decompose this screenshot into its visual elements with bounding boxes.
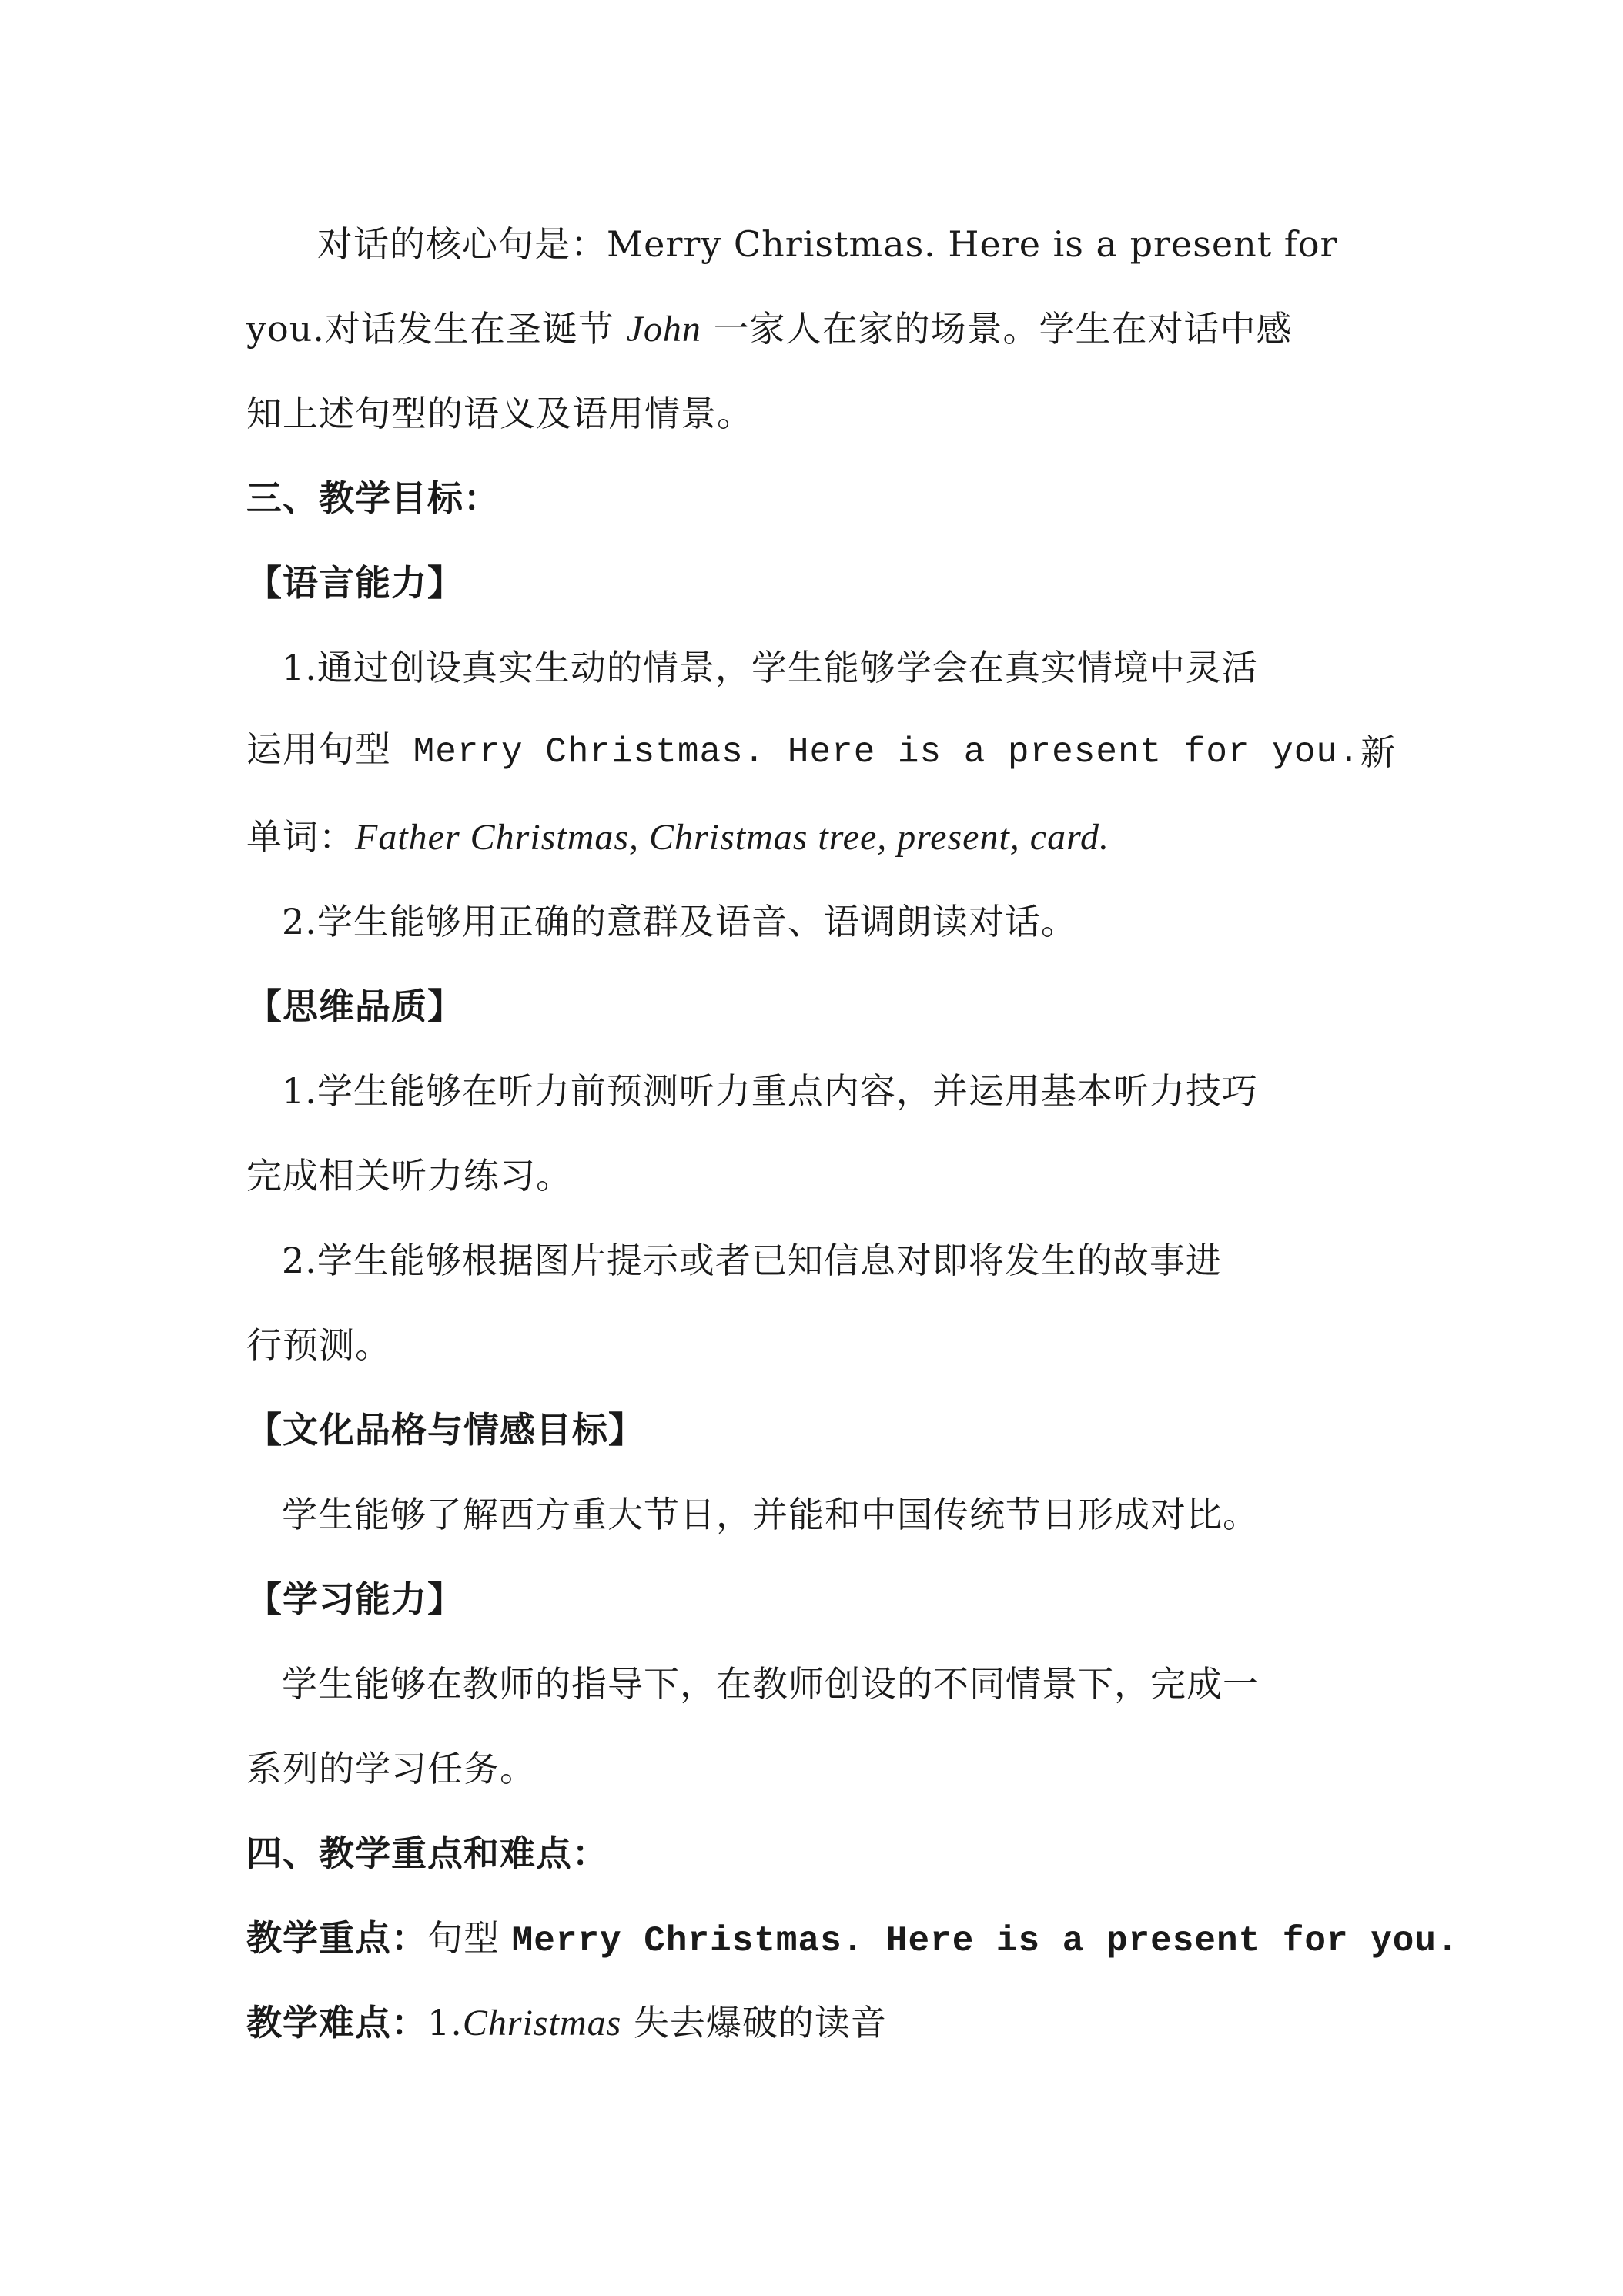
learning-ability-heading: 【学习能力】 (246, 1578, 463, 1620)
key-point-line (246, 1896, 1459, 1980)
thinking-item-2-line-1: 2.学生能够根据图片提示或者已知信息对即将发生的故事进 (282, 1240, 1222, 1281)
section-4-heading: 四、教学重点和难点： (246, 1832, 608, 1874)
language-ability-heading: 【语言能力】 (246, 562, 463, 604)
language-item-1-line-1: 1.通过创设真实生动的情景，学生能够学会在真实情境中灵活 (282, 647, 1258, 688)
key-point-prefix: 句型 (427, 1917, 512, 1959)
thinking-quality-heading: 【思维品质】 (246, 986, 463, 1027)
key-point-label: 教学重点： (246, 1917, 427, 1959)
language-item-2: 2.学生能够用正确的意群及语音、语调朗读对话。 (282, 901, 1077, 942)
core-sentence-line-1 (246, 202, 1386, 286)
core-sentence-text: 对话的核心句是：Merry Christmas. Here is a present for (317, 223, 1338, 265)
difficult-point-number: 1. (427, 2002, 463, 2043)
language-item-1-line-3 (246, 795, 1386, 879)
language-item-1-new-label: 新 (1360, 731, 1397, 773)
thinking-item-1-line-1: 1.学生能够在听力前预测听力重点内容，并运用基本听力技巧 (282, 1070, 1258, 1112)
thinking-item-2-line-2: 行预测。 (246, 1324, 391, 1366)
learning-text-line-1: 学生能够在教师的指导下，在教师创设的不同情景下，完成一 (282, 1663, 1259, 1705)
learning-text-line-2: 系列的学习任务。 (246, 1748, 536, 1789)
character-name: John (626, 309, 701, 350)
new-words-label: 单词： (246, 816, 355, 858)
new-words-list: Father Christmas, Christmas tree, present, card. (355, 817, 1109, 858)
thinking-item-1-line-2: 完成相关听力练习。 (246, 1155, 572, 1197)
core-sentence-text-3: 知上述句型的语义及语用情景。 (246, 393, 753, 434)
culture-text: 学生能够了解西方重大节日，并能和中国传统节日形成对比。 (282, 1494, 1259, 1535)
core-sentence-line-3 (246, 371, 1386, 456)
core-sentence-text-b: 一家人在家的场景。学生在对话中感 (701, 308, 1293, 350)
section-3-heading: 三、教学目标： (246, 477, 500, 519)
difficult-point-line (246, 1980, 1386, 2065)
core-sentence-text-a: you.对话发生在圣诞节 (246, 308, 627, 350)
language-item-1-sentence: 运用句型 Merry Christmas. Here is a present for you. (246, 732, 1360, 772)
difficult-point-label: 教学难点： (246, 2002, 427, 2043)
document-page (246, 202, 1459, 2065)
language-item-1-line-2 (246, 710, 1397, 795)
difficult-point-text: 失去爆破的读音 (621, 2002, 887, 2043)
difficult-point-word: Christmas (462, 2003, 622, 2043)
culture-heading: 【文化品格与情感目标】 (246, 1409, 644, 1451)
key-point-sentence: Merry Christmas. Here is a present for you. (511, 1921, 1459, 1961)
core-sentence-line-2 (246, 286, 1386, 371)
